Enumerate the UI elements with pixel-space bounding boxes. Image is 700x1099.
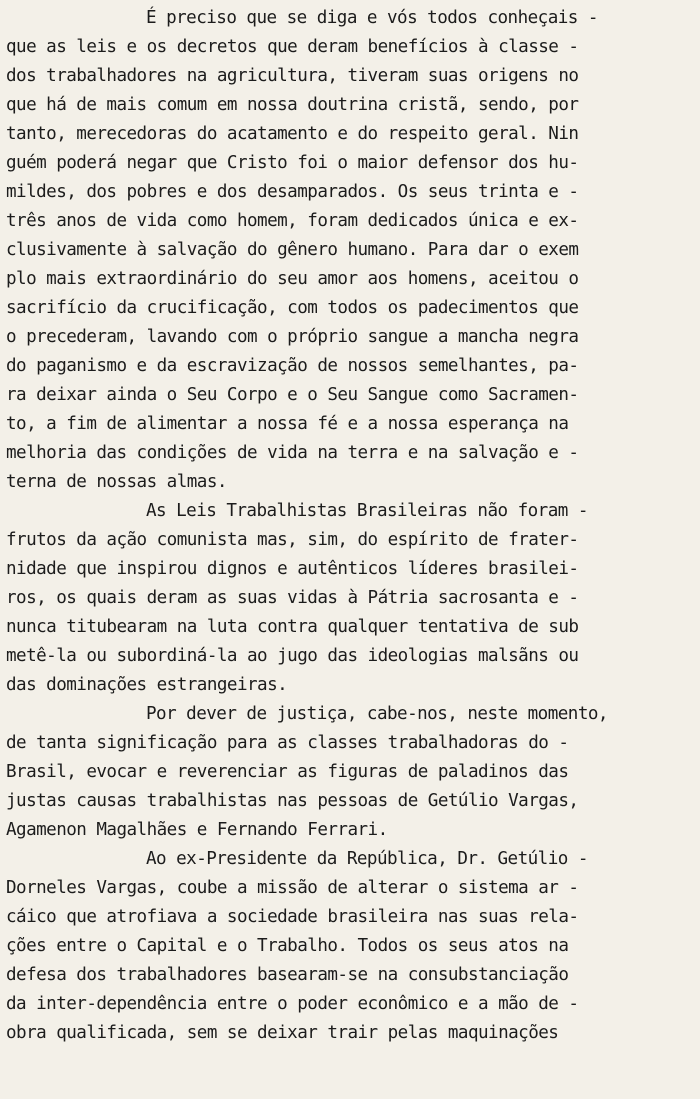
paragraph-first-line: É preciso que se diga e vós todos conheçais -: [146, 8, 598, 28]
text-line: ra deixar ainda o Seu Corpo e o Seu Sangue como Sacramen-: [6, 385, 579, 405]
text-line: cáico que atrofiava a sociedade brasileira nas suas rela-: [6, 907, 579, 927]
text-line: clusivamente à salvação do gênero humano. Para dar o exem: [6, 240, 579, 260]
paragraph-first-line: As Leis Trabalhistas Brasileiras não foram -: [146, 501, 588, 521]
text-line: do paganismo e da escravização de nossos semelhantes, pa-: [6, 356, 579, 376]
text-line: o precederam, lavando com o próprio sangue a mancha negra: [6, 327, 579, 347]
text-line: justas causas trabalhistas nas pessoas de Getúlio Vargas,: [6, 791, 579, 811]
text-line: melhoria das condições de vida na terra e na salvação e -: [6, 443, 579, 463]
text-line: obra qualificada, sem se deixar trair pelas maquinações: [6, 1023, 559, 1043]
document-body: [6, 4, 698, 1048]
text-line: dos trabalhadores na agricultura, tiveram suas origens no: [6, 66, 579, 86]
text-line: da inter-dependência entre o poder econômico e a mão de -: [6, 994, 579, 1014]
text-line: de tanta significação para as classes trabalhadoras do -: [6, 733, 569, 753]
text-line: to, a fim de alimentar a nossa fé e a nossa esperança na: [6, 414, 569, 434]
text-line: que há de mais comum em nossa doutrina cristã, sendo, por: [6, 95, 579, 115]
text-line: defesa dos trabalhadores basearam-se na consubstanciação: [6, 965, 569, 985]
text-line: plo mais extraordinário do seu amor aos homens, aceitou o: [6, 269, 579, 289]
paragraph-first-line: Por dever de justiça, cabe-nos, neste momento,: [146, 704, 608, 724]
paragraph-first-line: Ao ex-Presidente da República, Dr. Getúlio -: [146, 849, 588, 869]
text-line: das dominações estrangeiras.: [6, 675, 288, 695]
text-line: sacrifício da crucificação, com todos os padecimentos que: [6, 298, 579, 318]
text-line: tanto, merecedoras do acatamento e do respeito geral. Nin: [6, 124, 579, 144]
text-line: ros, os quais deram as suas vidas à Pátria sacrosanta e -: [6, 588, 579, 608]
text-line: ções entre o Capital e o Trabalho. Todos os seus atos na: [6, 936, 569, 956]
text-line: nidade que inspirou dignos e autênticos líderes brasilei-: [6, 559, 579, 579]
text-line: metê-la ou subordiná-la ao jugo das ideologias malsãns ou: [6, 646, 579, 666]
text-line: três anos de vida como homem, foram dedicados única e ex-: [6, 211, 579, 231]
text-line: guém poderá negar que Cristo foi o maior defensor dos hu-: [6, 153, 579, 173]
text-line: Agamenon Magalhães e Fernando Ferrari.: [6, 820, 388, 840]
text-line: Brasil, evocar e reverenciar as figuras de paladinos das: [6, 762, 569, 782]
text-line: nunca titubearam na luta contra qualquer tentativa de sub: [6, 617, 579, 637]
text-line: mildes, dos pobres e dos desamparados. Os seus trinta e -: [6, 182, 579, 202]
text-line: terna de nossas almas.: [6, 472, 227, 492]
text-line: que as leis e os decretos que deram benefícios à classe -: [6, 37, 579, 57]
text-line: frutos da ação comunista mas, sim, do espírito de frater-: [6, 530, 579, 550]
text-line: Dorneles Vargas, coube a missão de alterar o sistema ar -: [6, 878, 579, 898]
